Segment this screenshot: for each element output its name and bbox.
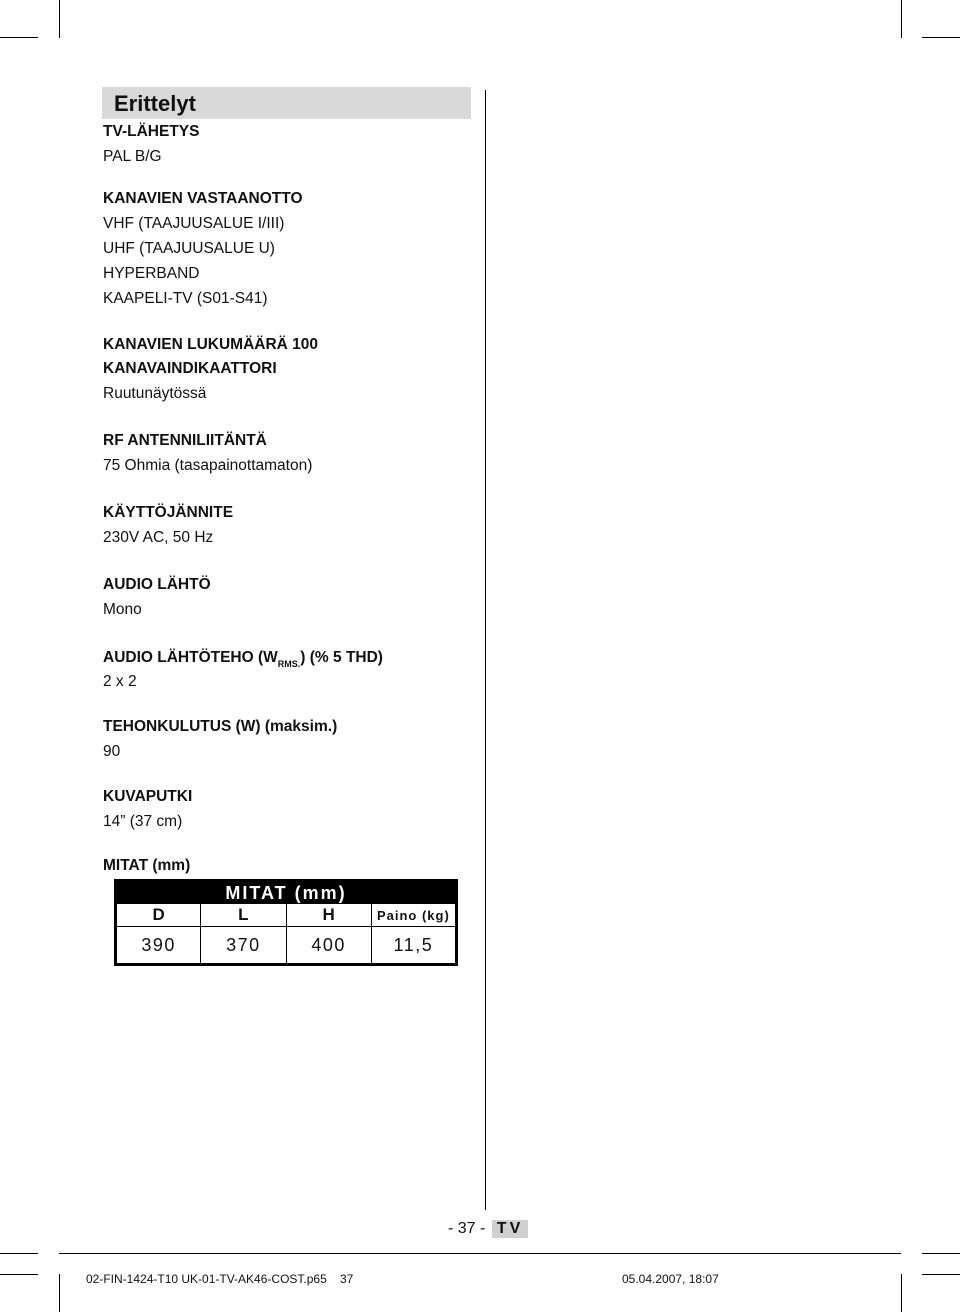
audio-power-title bbox=[103, 649, 383, 668]
footer-rule bbox=[59, 1253, 901, 1254]
crop-mark bbox=[901, 0, 902, 38]
channel-indicator-value: Ruutunäytössä bbox=[103, 385, 207, 402]
picture-tube-value: 14” (37 cm) bbox=[103, 813, 183, 830]
column-divider bbox=[485, 90, 486, 1210]
power-consumption-title: TEHONKULUTUS (W) (maksim.) bbox=[103, 718, 338, 735]
power-consumption-value: 90 bbox=[103, 743, 121, 760]
column-header-width: L bbox=[201, 904, 286, 927]
channel-reception-title: KANAVIEN VASTAANOTTO bbox=[103, 190, 303, 207]
tv-broadcast-title: TV-LÄHETYS bbox=[103, 123, 200, 140]
dimensions-table-value-row bbox=[116, 927, 457, 965]
tv-broadcast-value: PAL B/G bbox=[103, 148, 162, 165]
crop-mark bbox=[922, 1274, 960, 1275]
channel-reception-item: VHF (TAAJUUSALUE I/III) bbox=[103, 215, 285, 232]
crop-mark bbox=[59, 0, 60, 38]
page-number-text: - 37 - bbox=[448, 1220, 486, 1237]
channel-reception-item: HYPERBAND bbox=[103, 265, 200, 282]
audio-power-title-suffix: ) (% 5 THD) bbox=[300, 649, 383, 666]
crop-mark bbox=[59, 1274, 60, 1312]
dimensions-table-column-row bbox=[116, 904, 457, 927]
audio-output-title: AUDIO LÄHTÖ bbox=[103, 576, 211, 593]
footer-rule bbox=[922, 1253, 960, 1254]
channel-indicator-title: KANAVAINDIKAATTORI bbox=[103, 360, 277, 377]
value-depth: 390 bbox=[116, 927, 201, 965]
crop-mark bbox=[0, 37, 38, 38]
audio-output-value: Mono bbox=[103, 601, 142, 618]
channel-count-title: KANAVIEN LUKUMÄÄRÄ 100 bbox=[103, 336, 319, 353]
value-height: 400 bbox=[286, 927, 371, 965]
rf-input-title: RF ANTENNILIITÄNTÄ bbox=[103, 432, 267, 449]
audio-power-title-prefix: AUDIO LÄHTÖTEHO (W bbox=[103, 649, 278, 666]
footer-rule bbox=[0, 1253, 38, 1254]
page-heading: Erittelyt bbox=[102, 87, 471, 119]
column-header-weight: Paino (kg) bbox=[376, 907, 450, 923]
dimensions-table-title-row bbox=[116, 881, 457, 905]
dimensions-table-header: MITAT (mm) bbox=[116, 881, 457, 905]
channel-reception-item: UHF (TAAJUUSALUE U) bbox=[103, 240, 275, 257]
column-header-depth: D bbox=[116, 904, 201, 927]
operating-voltage-value: 230V AC, 50 Hz bbox=[103, 529, 214, 546]
footer-file-name: 02-FIN-1424-T10 UK-01-TV-AK46-COST.p65 bbox=[86, 1272, 327, 1286]
operating-voltage-title: KÄYTTÖJÄNNITE bbox=[103, 504, 234, 521]
picture-tube-title: KUVAPUTKI bbox=[103, 788, 193, 805]
page-label: TV bbox=[492, 1220, 528, 1238]
dimensions-title: MITAT (mm) bbox=[103, 857, 191, 874]
footer-page: 37 bbox=[340, 1272, 354, 1286]
rf-input-value: 75 Ohmia (tasapainottamaton) bbox=[103, 457, 313, 474]
audio-power-title-subscript: RMS. bbox=[277, 659, 301, 669]
channel-reception-item: KAAPELI-TV (S01-S41) bbox=[103, 290, 268, 307]
audio-power-value: 2 x 2 bbox=[103, 673, 137, 690]
crop-mark bbox=[922, 37, 960, 38]
dimensions-table bbox=[114, 879, 458, 966]
value-width: 370 bbox=[201, 927, 286, 965]
crop-mark bbox=[901, 1274, 902, 1312]
crop-mark bbox=[0, 1274, 38, 1275]
footer-date: 05.04.2007, 18:07 bbox=[622, 1272, 719, 1286]
value-weight: 11,5 bbox=[371, 927, 456, 965]
page-number bbox=[448, 1220, 528, 1238]
column-header-height: H bbox=[286, 904, 371, 927]
